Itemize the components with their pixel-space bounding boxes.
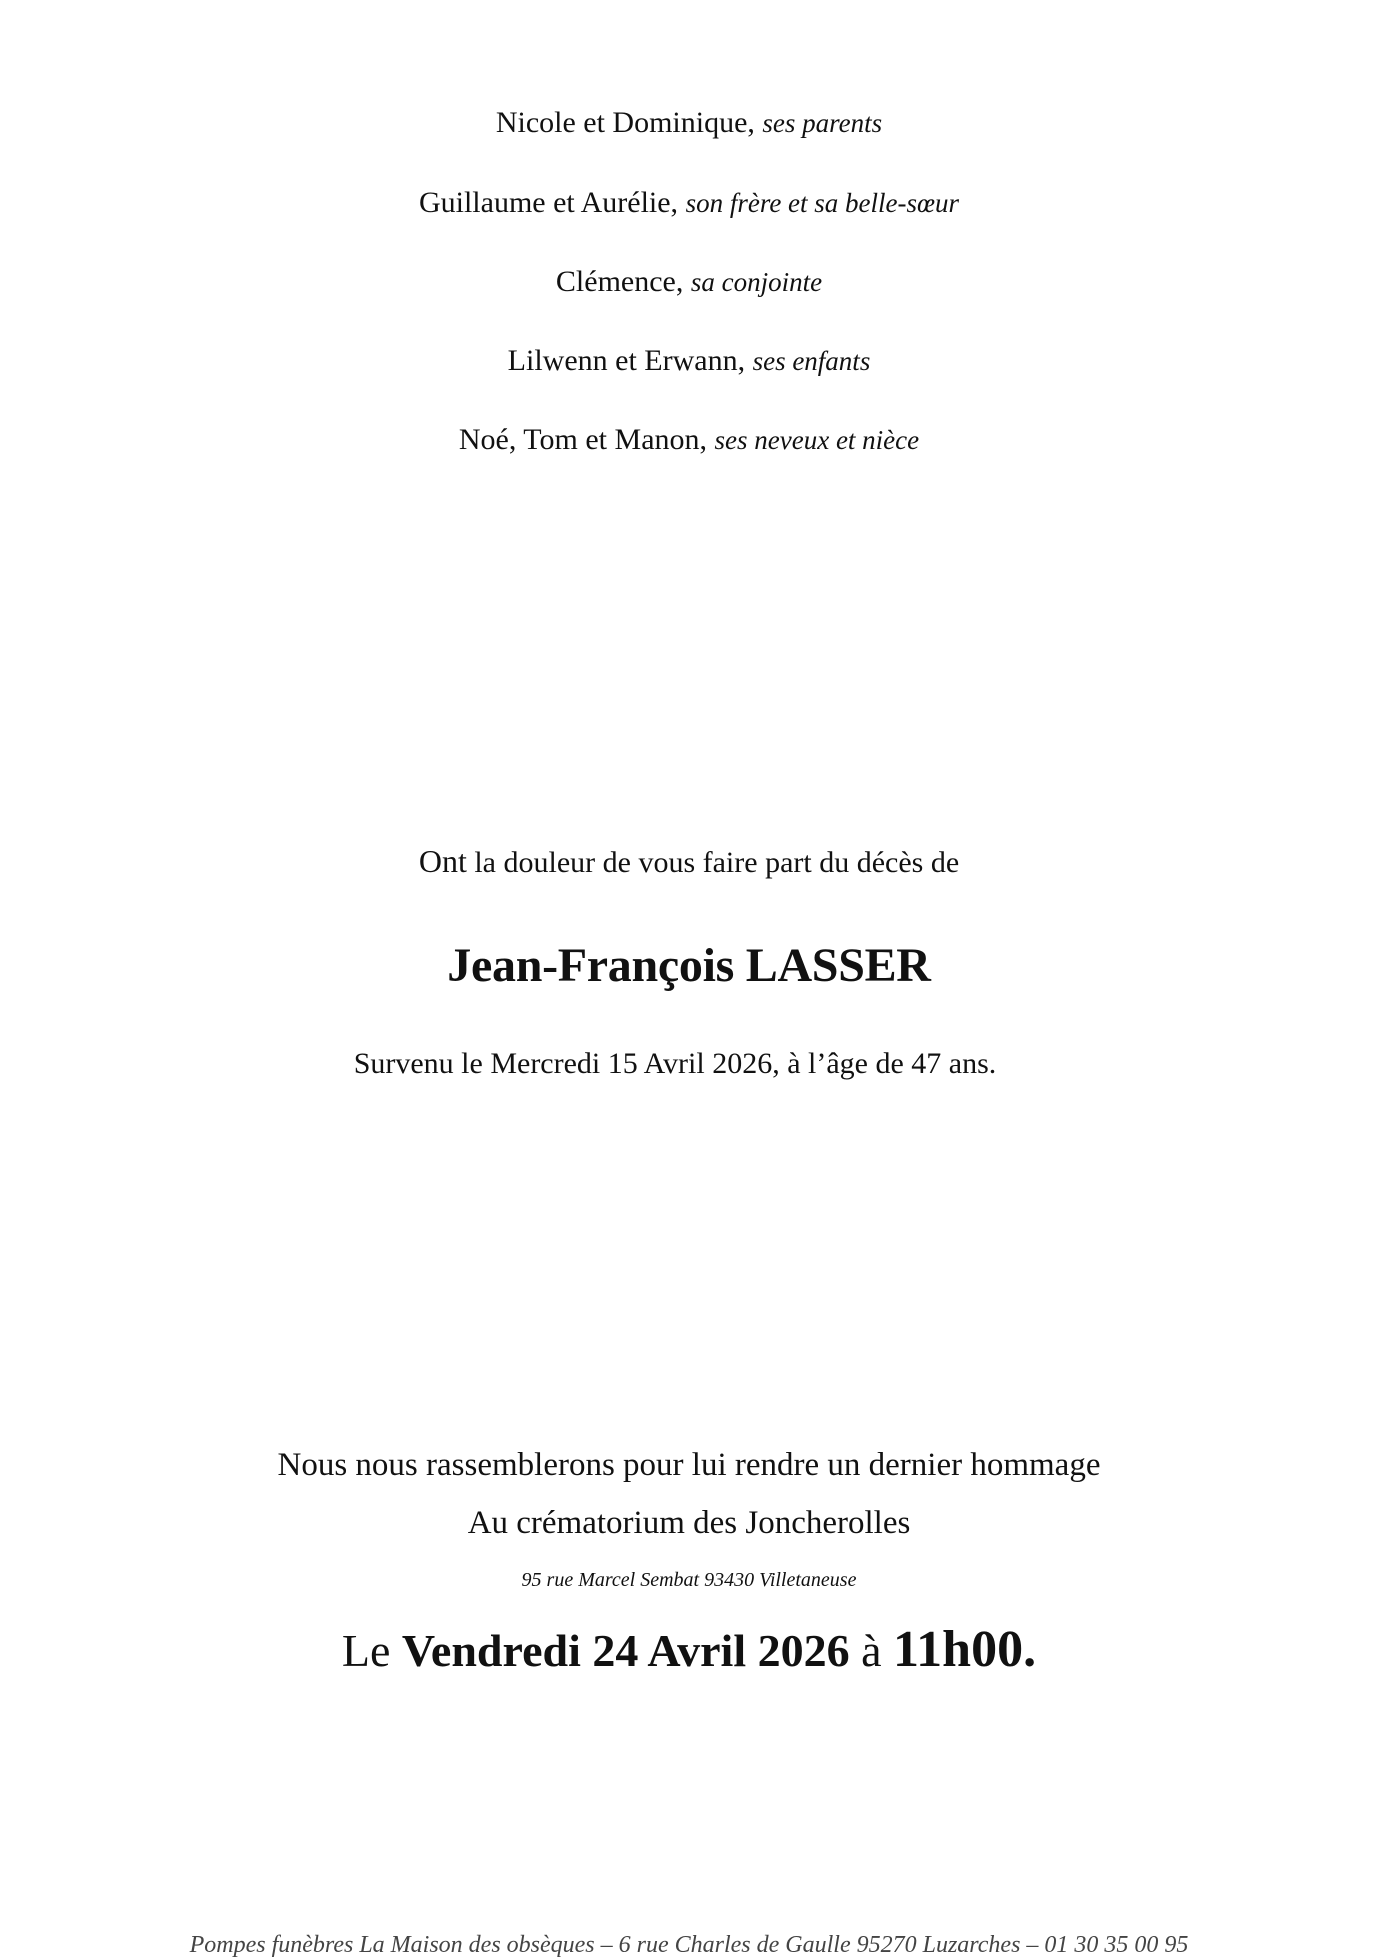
deceased-name: Jean-François LASSER [447, 939, 931, 992]
family-names: Guillaume et Aurélie, [418, 186, 679, 219]
family-line-parents [0, 106, 1378, 140]
date-prefix: Le [341, 1625, 391, 1676]
ceremony-venue: Au crématorium des Joncherolles [467, 1505, 911, 1541]
family-role: ses parents [762, 108, 883, 138]
ceremony-datetime [0, 1620, 1378, 1679]
family-names: Nicole et Dominique, [495, 106, 755, 139]
family-names: Noé, Tom et Manon, [458, 423, 708, 456]
family-names: Clémence, [555, 265, 684, 298]
death-info: Survenu le Mercredi 15 Avril 2026, à l’âge de 47 ans. [353, 1047, 997, 1080]
family-line-sibling [0, 186, 1378, 220]
ceremony-time: 11h00. [893, 1621, 1037, 1678]
ceremony-address: 95 rue Marcel Sembat 93430 Villetaneuse [521, 1569, 857, 1591]
family-role: son frère et sa belle-sœur [685, 188, 960, 218]
family-line-spouse [0, 265, 1378, 299]
family-line-nephews [0, 423, 1378, 457]
ceremony-intro: Nous nous rassemblerons pour lui rendre un dernier hommage [277, 1447, 1101, 1483]
family-role: ses enfants [752, 346, 871, 376]
family-role: ses neveux et nièce [714, 425, 920, 455]
announcement-intro [0, 843, 1378, 880]
intro-text: la douleur de vous faire part du décès de [474, 846, 960, 879]
ceremony-date: Vendredi 24 Avril 2026 [401, 1625, 850, 1676]
family-role: sa conjointe [690, 267, 823, 297]
intro-first-word: Ont [418, 843, 467, 879]
date-connector: à [861, 1625, 882, 1676]
family-line-children [0, 344, 1378, 378]
footer-funeral-home: Pompes funèbres La Maison des obsèques – 6 rue Charles de Gaulle 95270 Luzarches – 01 30 35 00 95 [189, 1932, 1189, 1958]
family-names: Lilwenn et Erwann, [507, 344, 746, 377]
